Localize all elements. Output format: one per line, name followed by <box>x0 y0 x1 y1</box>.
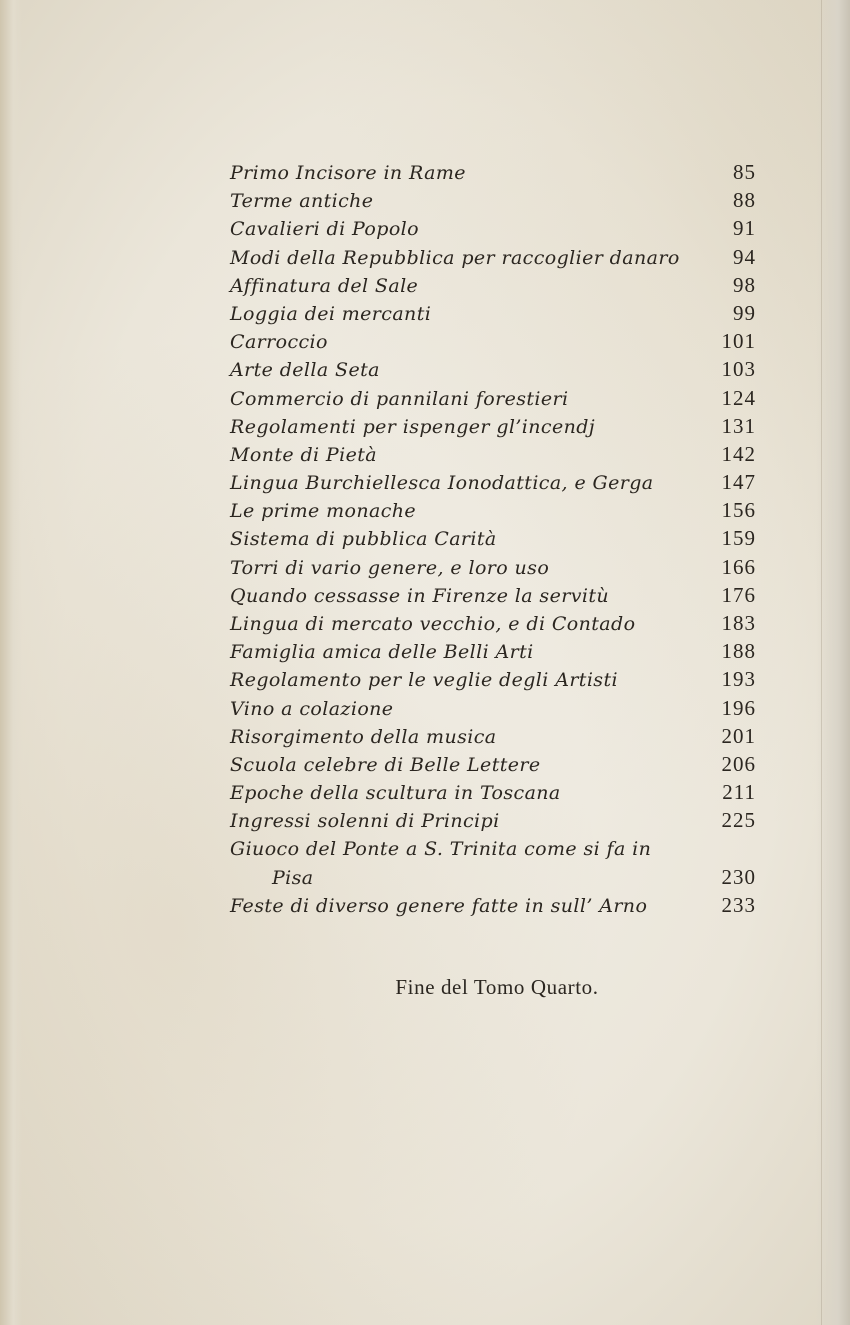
toc-entry-title: Modi della Repubblica per raccoglier danaro <box>230 246 680 269</box>
toc-entry <box>230 243 756 271</box>
toc-entry-page: 193 <box>721 667 756 692</box>
toc-entry <box>230 271 756 299</box>
toc-entry <box>230 835 756 863</box>
toc-entry <box>230 468 756 496</box>
toc-entry-page: 159 <box>721 526 756 551</box>
toc-entry-title: Regolamenti per ispenger gl’incendj <box>230 415 596 438</box>
toc-entry <box>230 637 756 665</box>
toc-entry-page: 88 <box>733 188 756 213</box>
toc-entry <box>230 665 756 693</box>
toc-entry-title: Vino a colazione <box>230 697 394 720</box>
toc-entry-title: Ingressi solenni di Principi <box>230 810 500 833</box>
toc-entry-page: 85 <box>733 160 756 184</box>
toc-entry-title: Terme antiche <box>230 190 374 213</box>
toc-entry <box>230 299 756 327</box>
toc-entry-title: Sistema di pubblica Carità <box>230 528 497 551</box>
toc-entry <box>230 806 756 834</box>
toc-entry-title: Torri di vario genere, e loro uso <box>230 556 550 579</box>
toc-entry-title: Cavalieri di Popolo <box>230 218 419 241</box>
toc-entry-page: 188 <box>721 639 756 664</box>
toc-entry-page: 206 <box>721 751 756 776</box>
toc-entry-page: 176 <box>721 582 756 607</box>
toc-entry <box>230 412 756 440</box>
toc-entry-title: Arte della Seta <box>230 359 380 382</box>
toc-entry <box>230 186 756 214</box>
page-fold-line <box>821 0 822 1325</box>
toc-entry-title: Monte di Pietà <box>230 443 377 466</box>
toc-entry <box>230 496 756 524</box>
toc-entry <box>230 355 756 383</box>
toc-entry-title: Risorgimento della musica <box>230 725 497 748</box>
toc-entry-title: Commercio di pannilani forestieri <box>230 387 569 410</box>
toc-entry-page: 98 <box>733 272 756 297</box>
toc-entry-page: 124 <box>721 385 756 410</box>
toc-entry-page: 101 <box>721 329 756 354</box>
toc-entry-page: 91 <box>733 216 756 241</box>
toc-entry-page: 233 <box>721 892 756 917</box>
toc-entry-title: Famiglia amica delle Belli Arti <box>230 641 534 664</box>
toc-entry-page: 103 <box>721 357 756 382</box>
toc-entry-title: Feste di diverso genere fatte in sull’ Arno <box>230 894 648 917</box>
toc-entry <box>230 609 756 637</box>
toc-entry <box>230 440 756 468</box>
toc-entry <box>230 327 756 355</box>
toc-entry-page: 196 <box>721 695 756 720</box>
toc-entry <box>230 524 756 552</box>
toc-entry-title: Loggia dei mercanti <box>230 302 432 325</box>
toc-entry <box>230 778 756 806</box>
toc-entry-page: 230 <box>721 864 756 889</box>
toc-entry-page: 156 <box>721 498 756 523</box>
toc-entry <box>230 214 756 242</box>
toc-entry-title: Epoche della scultura in Toscana <box>230 782 561 805</box>
toc-entry-title: Regolamento per le veglie degli Artisti <box>230 669 618 692</box>
toc-entry-page: 201 <box>721 723 756 748</box>
toc-entry <box>230 694 756 722</box>
toc-entry <box>230 722 756 750</box>
toc-entry-page: 142 <box>721 441 756 466</box>
toc-entry-page: 131 <box>721 413 756 438</box>
toc-entry-title: Primo Incisore in Rame <box>230 162 466 184</box>
toc-entry-title: Lingua di mercato vecchio, e di Contado <box>230 613 636 635</box>
toc-entry <box>230 158 756 186</box>
toc-entry <box>230 891 756 919</box>
toc-entry-continuation <box>230 863 756 891</box>
toc-entry-page: 225 <box>721 808 756 833</box>
toc-entry-page: 94 <box>733 244 756 269</box>
toc-entry-title: Pisa <box>272 866 314 889</box>
closing-line <box>0 975 850 1000</box>
toc-entry-page: 166 <box>721 554 756 579</box>
toc-entry-title: Carroccio <box>230 331 328 354</box>
toc-entry-title: Lingua Burchiellesca Ionodattica, e Gerga <box>230 472 654 495</box>
toc-entry <box>230 750 756 778</box>
toc-entry <box>230 553 756 581</box>
toc-entry-page: 183 <box>721 611 756 635</box>
page-left-edge <box>0 0 22 1325</box>
toc-entry-page: 99 <box>733 300 756 325</box>
toc-entry-title: Le prime monache <box>230 500 417 523</box>
toc-entry <box>230 384 756 412</box>
toc-entry-page: 211 <box>722 780 756 805</box>
toc-entry-page: 147 <box>721 470 756 495</box>
toc-entry-title: Quando cessasse in Firenze la servitù <box>230 584 609 607</box>
toc-entry-title: Affinatura del Sale <box>230 274 419 297</box>
toc-entry <box>230 581 756 609</box>
closing-text: Fine del Tomo Quarto. <box>395 975 599 999</box>
toc-entry-title: Giuoco del Ponte a S. Trinita come si fa in <box>230 837 652 860</box>
toc-entry-title: Scuola celebre di Belle Lettere <box>230 753 541 776</box>
table-of-contents <box>230 158 756 919</box>
